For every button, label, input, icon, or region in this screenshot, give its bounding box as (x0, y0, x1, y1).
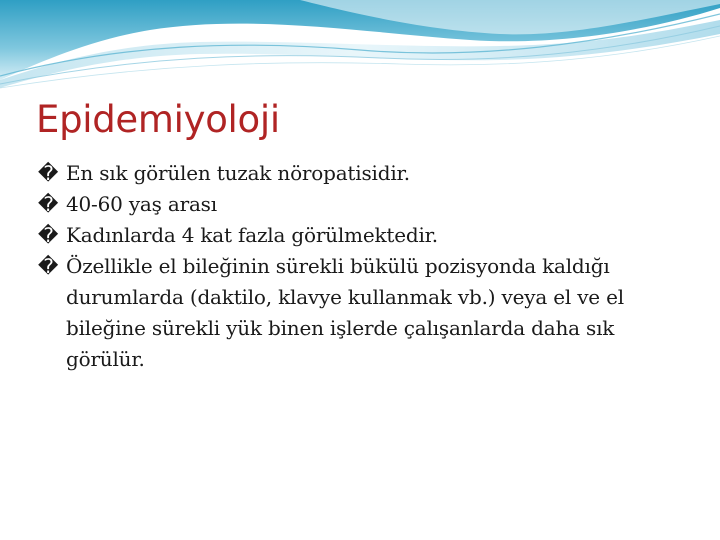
bullet-item (36, 189, 696, 220)
wave-header-decoration (0, 0, 720, 90)
slide-title: Epidemiyoloji (36, 98, 280, 141)
replacement-character-icon: � (37, 192, 59, 216)
bullet-list (36, 158, 696, 375)
bullet-text: Kadınlarda 4 kat fazla görülmektedir. (66, 223, 438, 247)
bullet-text: Özellikle el bileğinin sürekli bükülü pozisyonda kaldığı durumlarda (daktilo, klavye kullanmak vb.) veya el ve el bileğine sürekli yük binen işlerde çalışanlarda daha sık görülür. (66, 254, 624, 371)
bullet-item (36, 158, 696, 189)
replacement-character-icon: � (37, 254, 59, 278)
bullet-item (36, 251, 696, 375)
replacement-character-icon: � (37, 161, 59, 185)
bullet-item (36, 220, 696, 251)
replacement-character-icon: � (37, 223, 59, 247)
bullet-text: 40-60 yaş arası (66, 192, 217, 216)
bullet-text: En sık görülen tuzak nöropatisidir. (66, 161, 410, 185)
